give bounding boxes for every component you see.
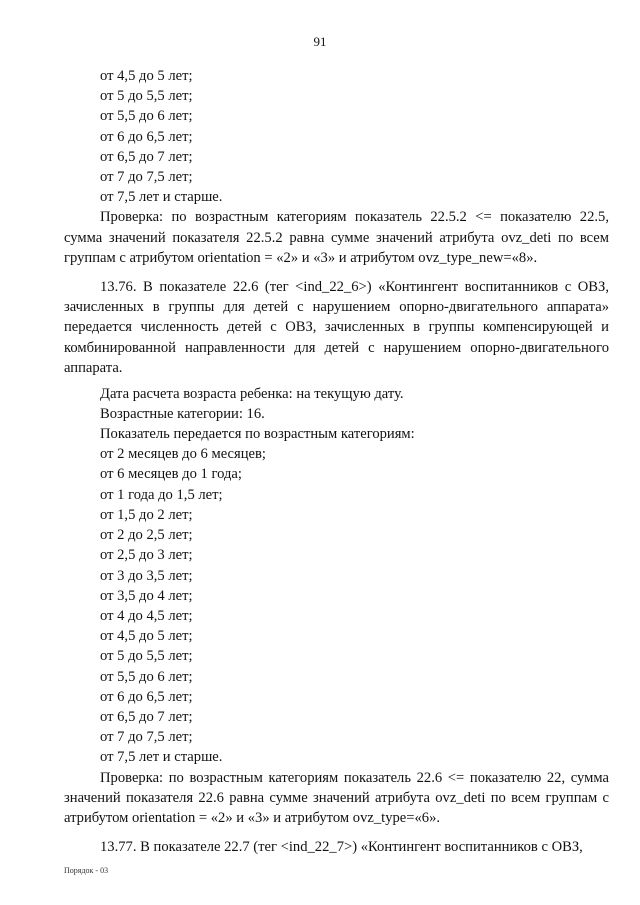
transmitted-by-line: Показатель передается по возрастным категориям: <box>100 426 415 443</box>
list-item: от 5,5 до 6 лет; <box>100 108 193 125</box>
page-number: 91 <box>313 34 327 49</box>
list-item: от 7 до 7,5 лет; <box>100 729 193 746</box>
list-item: от 1 года до 1,5 лет; <box>100 486 223 503</box>
list-item: от 6 месяцев до 1 года; <box>100 466 242 483</box>
list-item: от 6 до 6,5 лет; <box>100 128 193 145</box>
list-item: от 7 до 7,5 лет; <box>100 169 193 186</box>
footer-label: Порядок - 03 <box>64 866 109 875</box>
section-13-77: 13.77. В показателе 22.7 (тег <ind_22_7>) «Контингент воспитанников с ОВЗ, <box>100 838 583 855</box>
age-list-a <box>64 66 609 207</box>
list-item: от 7,5 лет и старше. <box>100 749 223 766</box>
age-categories-line: Возрастные категории: 16. <box>100 405 265 422</box>
list-item: от 4,5 до 5 лет; <box>100 628 193 645</box>
list-item: от 3,5 до 4 лет; <box>100 587 193 604</box>
check-paragraph-b: Проверка: по возрастным категориям показатель 22.6 <= показателю 22, сумма значений показателя 22.6 равна сумме значений атрибута ovz_deti по всем группам с атрибутом orientation = «2» и «3» и атрибутом ovz_type=«6». <box>64 769 609 827</box>
check-paragraph-a: Проверка: по возрастным категориям показатель 22.5.2 <= показателю 22.5, сумма значений показателя 22.5.2 равна сумме значений атрибута ovz_deti по всем группам с атрибутом orientation = «2» и «3» и атрибутом ovz_type_new=«8». <box>64 209 609 267</box>
list-item: от 1,5 до 2 лет; <box>100 506 193 523</box>
age-list-b <box>64 444 609 767</box>
list-item: от 6 до 6,5 лет; <box>100 688 193 705</box>
list-item: от 4 до 4,5 лет; <box>100 607 193 624</box>
list-item: от 2 месяцев до 6 месяцев; <box>100 446 266 463</box>
list-item: от 6,5 до 7 лет; <box>100 148 193 165</box>
list-item: от 6,5 до 7 лет; <box>100 708 193 725</box>
section-13-76: 13.76. В показателе 22.6 (тег <ind_22_6>) «Контингент воспитанников с ОВЗ, зачисленных в группы для детей с нарушением опорно-двигательного аппарата» передается численность детей с ОВЗ, зачисленных в группы компенсирующей и комбинированной направленности для детей с нарушением опорно-двигательного аппарата. <box>64 278 609 377</box>
list-item: от 2,5 до 3 лет; <box>100 547 193 564</box>
list-item: от 5 до 5,5 лет; <box>100 88 193 105</box>
calc-date-line: Дата расчета возраста ребенка: на текущую дату. <box>100 385 404 402</box>
list-item: от 5 до 5,5 лет; <box>100 648 193 665</box>
list-item: от 4,5 до 5 лет; <box>100 68 193 84</box>
document-body <box>64 66 609 857</box>
list-item: от 2 до 2,5 лет; <box>100 527 193 544</box>
list-item: от 5,5 до 6 лет; <box>100 668 193 685</box>
list-item: от 7,5 лет и старше. <box>100 189 223 206</box>
list-item: от 3 до 3,5 лет; <box>100 567 193 584</box>
